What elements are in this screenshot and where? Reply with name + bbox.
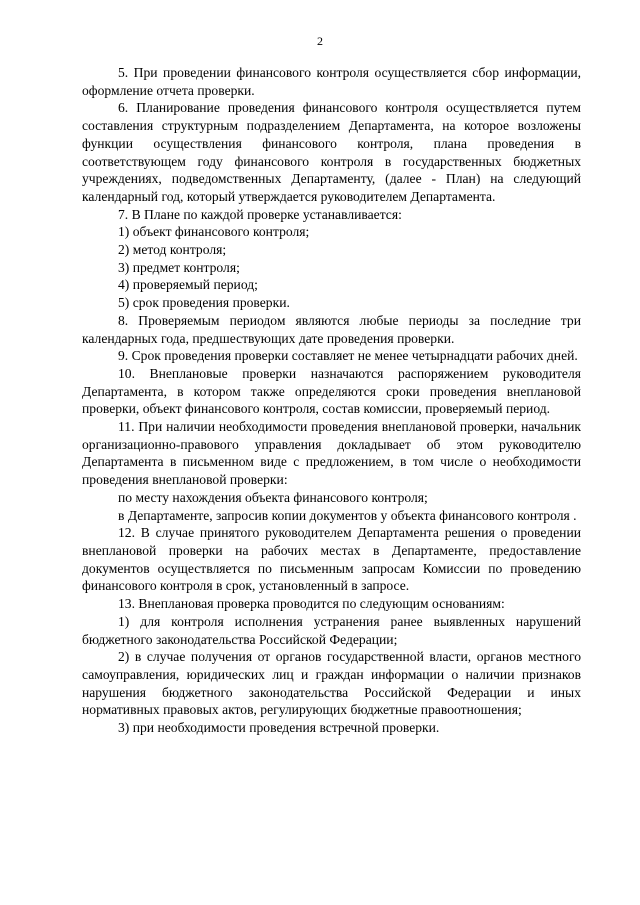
list-item-7-1: 1) объект финансового контроля; <box>118 224 310 240</box>
list-item-11-a: по месту нахождения объекта финансового контроля; <box>118 489 428 505</box>
list-item-7-4: 4) проверяемый период; <box>118 277 258 293</box>
list-item-7-3: 3) предмет контроля; <box>118 259 240 275</box>
list-item-7-5: 5) срок проведения проверки. <box>118 295 290 311</box>
paragraph-7: 7. В Плане по каждой проверке устанавливается: <box>118 206 402 222</box>
list-item-13-1: 1) для контроля исполнения устранения ранее выявленных нарушений бюджетного законодательства Российской Федерации; <box>82 613 581 647</box>
paragraph-11: 11. При наличии необходимости проведения внеплановой проверки, начальник организационно-правового управления докладывает об этом руководителю Департамента в письменном виде с предложением, в том числе о необходимости проведения внеплановой проверки: <box>82 419 581 488</box>
paragraph-5: 5. При проведении финансового контроля осуществляется сбор информации, оформление отчета проверки. <box>82 65 581 98</box>
list-item-11-b: в Департаменте, запросив копии документов у объекта финансового контроля . <box>118 507 577 523</box>
paragraph-12: 12. В случае принятого руководителем Департамента решения о проведении внеплановой проверки на рабочих местах в Департаменте, предоставление документов осуществляется по письменным запросам Комиссии по проведению финансового контроля в срок, установленный в запросе. <box>82 525 581 594</box>
list-item-13-3: 3) при необходимости проведения встречной проверки. <box>118 720 440 736</box>
list-item-13-2: 2) в случае получения от органов государственной власти, органов местного самоуправления, юридических лиц и граждан информации о наличии признаков нарушения бюджетного законодательства Российской Федерации и иных нормативных правовых актов, регулирующих бюджетные правоотношения; <box>82 649 581 718</box>
paragraph-10: 10. Внеплановые проверки назначаются распоряжением руководителя Департамента, в котором также определяются сроки проведения внеплановой проверки, объект финансового контроля, состав комиссии, проверяемый период. <box>82 365 581 417</box>
list-item-7-2: 2) метод контроля; <box>118 242 227 258</box>
paragraph-8: 8. Проверяемым периодом являются любые периоды за последние три календарных года, предшествующих дате проведения проверки. <box>82 312 581 346</box>
paragraph-6: 6. Планирование проведения финансового контроля осуществляется путем составления структурным подразделением Департамента, на которое возложены функции осуществления финансового контроля, плана проведения в соответствующем году финансового контроля в государственных бюджетных учреждениях, подведомственных Департаменту, (далее - План) на следующий календарный год, который утверждается руководителем Департамента. <box>82 100 581 204</box>
document-body <box>82 64 581 737</box>
page-number: 2 <box>317 34 323 48</box>
paragraph-9: 9. Срок проведения проверки составляет не менее четырнадцати рабочих дней. <box>118 348 578 364</box>
paragraph-13: 13. Внеплановая проверка проводится по следующим основаниям: <box>118 596 505 612</box>
